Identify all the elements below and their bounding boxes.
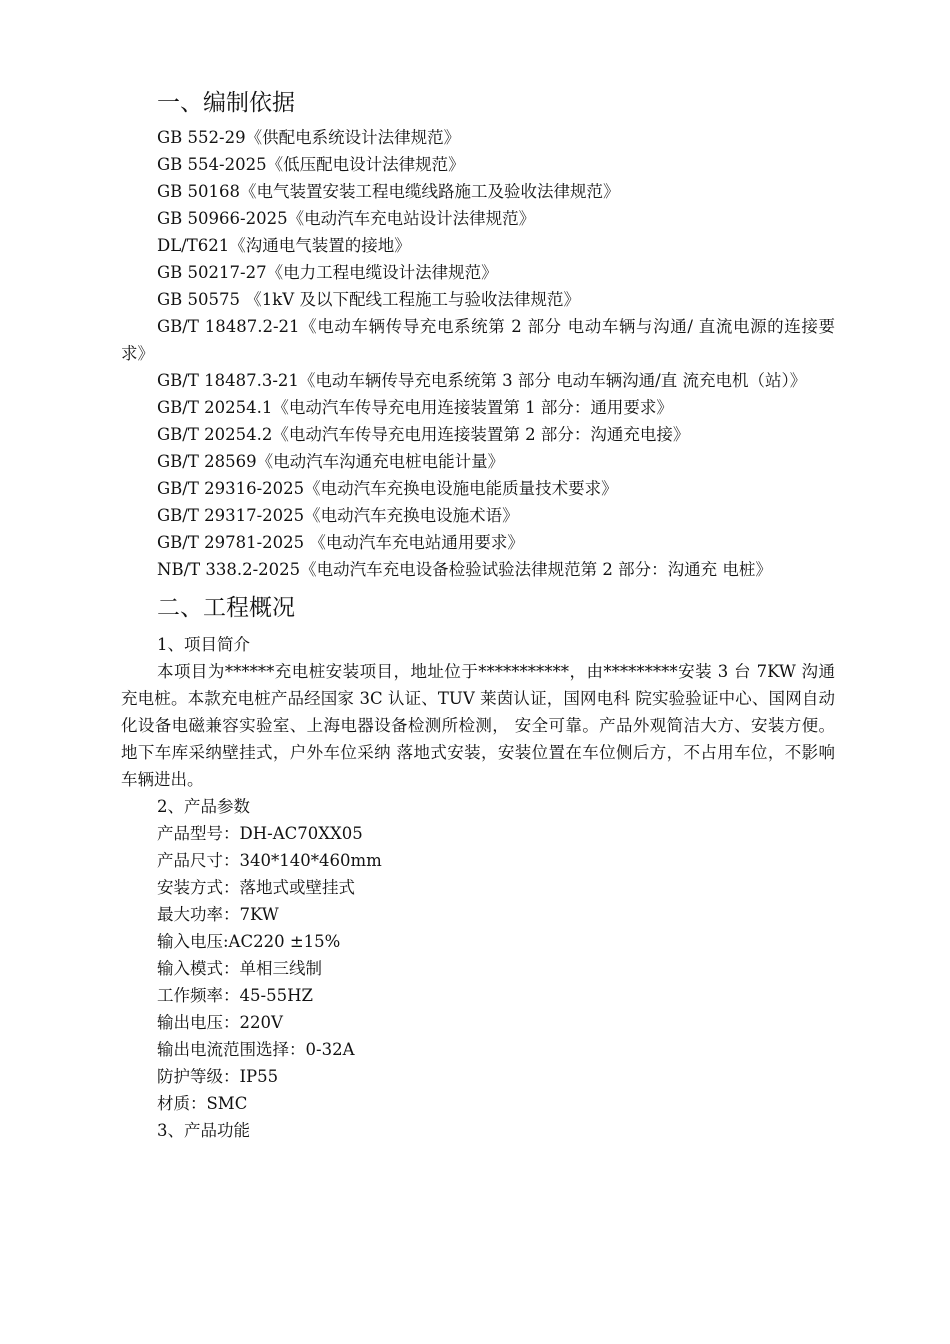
param-line: 安装方式：落地式或壁挂式 (157, 878, 355, 897)
param-line: 输入电压:AC220 ±15% (157, 932, 341, 951)
document-content (121, 86, 835, 1144)
subsection-title-params: 2、产品参数 (157, 797, 250, 816)
param-line: 输出电压：220V (157, 1013, 283, 1032)
reference-line: DL/T621《沟通电气装置的接地》 (157, 236, 411, 255)
section-title-basis: 一、编制依据 (157, 90, 295, 116)
project-intro-paragraph: 本项目为******充电桩安装项目，地址位于***********，由*********安装 3 台 7KW 沟通充电桩。本款充电桩产品经国家 3C 认证、TUV 莱茵认证，国网电科 院实验验证中心、国网自动化设备电磁兼容实验室、上海电器设备检测所检测， 安全可靠。产品外观简洁大方、安装方便。地下车库采纳壁挂式，户外车位采纳 落地式安装，安装位置在车位侧后方，不占用车位，不影响车辆进出。 (121, 662, 835, 789)
reference-line: GB 554-2025《低压配电设计法律规范》 (157, 155, 465, 174)
reference-line: GB/T 20254.2《电动汽车传导充电用连接装置第 2 部分：沟通充电接》 (157, 425, 690, 444)
reference-line: GB/T 20254.1《电动汽车传导充电用连接装置第 1 部分：通用要求》 (157, 398, 673, 417)
reference-line: GB/T 29316-2025《电动汽车充换电设施电能质量技术要求》 (157, 479, 618, 498)
reference-paragraph: NB/T 338.2-2025《电动汽车充电设备检验试验法律规范第 2 部分：沟通充 电桩》 (157, 560, 772, 579)
param-line: 材质：SMC (157, 1094, 248, 1113)
param-line: 最大功率：7KW (157, 905, 279, 924)
reference-line: GB/T 28569《电动汽车沟通充电桩电能计量》 (157, 452, 505, 471)
param-line: 输出电流范围选择：0-32A (157, 1040, 355, 1059)
param-line: 产品型号：DH-AC70XX05 (157, 824, 363, 843)
param-line: 产品尺寸：340*140*460mm (157, 851, 382, 870)
reference-line: GB/T 29317-2025《电动汽车充换电设施术语》 (157, 506, 519, 525)
param-line: 防护等级：IP55 (157, 1067, 279, 1086)
reference-line: GB/T 29781-2025 《电动汽车充电站通用要求》 (157, 533, 524, 552)
reference-paragraph: GB/T 18487.3-21《电动车辆传导充电系统第 3 部分 电动车辆沟通/直 流充电机（站）》 (157, 371, 807, 390)
reference-paragraph: GB/T 18487.2-21《电动车辆传导充电系统第 2 部分 电动车辆与沟通/ 直流电源的连接要求》 (121, 317, 835, 363)
reference-line: GB 50217-27《电力工程电缆设计法律规范》 (157, 263, 498, 282)
reference-line: GB 50575 《1kV 及以下配线工程施工与验收法律规范》 (157, 290, 580, 309)
param-line: 输入模式：单相三线制 (157, 959, 322, 978)
subsection-title-functions: 3、产品功能 (157, 1121, 250, 1140)
reference-line: GB 50168《电气装置安装工程电缆线路施工及验收法律规范》 (157, 182, 620, 201)
subsection-title-intro: 1、项目简介 (157, 635, 250, 654)
reference-line: GB 552-29《供配电系统设计法律规范》 (157, 128, 461, 147)
param-line: 工作频率：45-55HZ (157, 986, 313, 1005)
reference-line: GB 50966-2025《电动汽车充电站设计法律规范》 (157, 209, 536, 228)
section-title-overview: 二、工程概况 (157, 595, 295, 621)
